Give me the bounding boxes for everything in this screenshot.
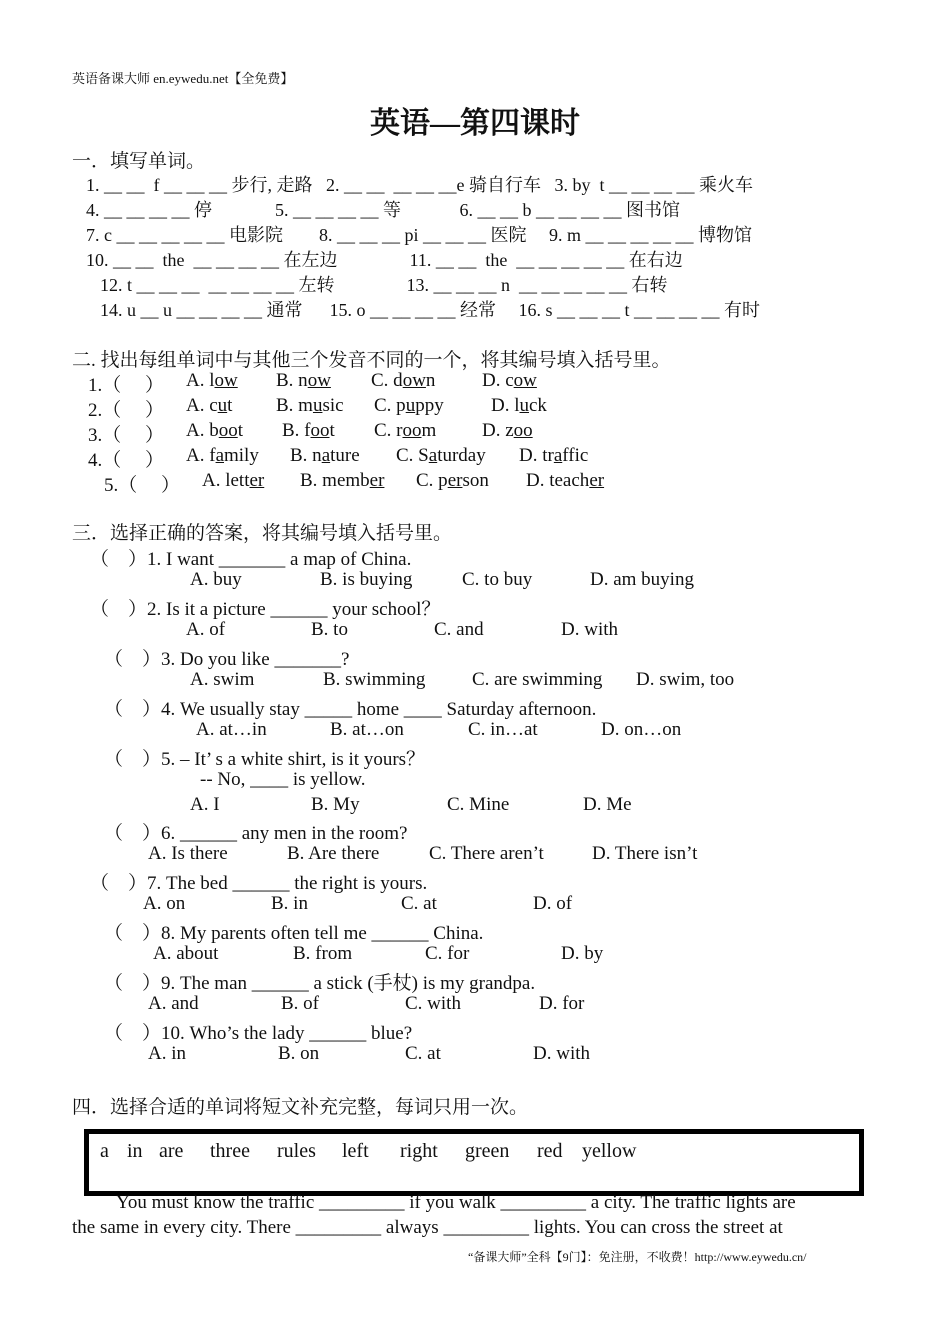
answer-option: D. by xyxy=(561,943,604,964)
answer-option: A. about xyxy=(153,943,219,964)
s2-option-text: ffic xyxy=(562,445,589,466)
s2-option-underlined: oo xyxy=(310,420,330,441)
s2-option-text: D. z xyxy=(482,420,514,441)
s2-option xyxy=(482,420,533,442)
s2-option-text: C. r xyxy=(374,420,403,441)
s2-item-num: 1.（ ） xyxy=(88,375,165,396)
question-text: （ ）1. I want _______ a map of China. xyxy=(90,549,412,570)
s2-option xyxy=(202,470,264,492)
s2-option-underlined: a xyxy=(553,445,563,466)
s2-option-underlined: er xyxy=(447,470,463,491)
s2-option xyxy=(186,445,259,467)
s2-option xyxy=(396,445,486,467)
s2-option xyxy=(300,470,384,492)
word-bank-item: three xyxy=(210,1140,250,1162)
word-bank-item: rules xyxy=(277,1140,316,1162)
s2-option-text: A. c xyxy=(186,395,218,416)
answer-option: B. on xyxy=(278,1043,320,1064)
question-text: （ ）4. We usually stay _____ home ____ Saturday afternoon. xyxy=(104,699,597,720)
question-text: （ ）6. ______ any men in the room? xyxy=(104,823,408,844)
answer-option: A. at…in xyxy=(196,719,267,740)
answer-option: B. swimming xyxy=(323,669,426,690)
s2-option-text: A. l xyxy=(186,370,215,391)
answer-option: B. of xyxy=(281,993,319,1014)
question-text: （ ）5. – It’ s a white shirt, is it yours？ xyxy=(104,749,426,770)
section3-heading: 三．选择正确的答案，将其编号填入括号里。 xyxy=(72,523,453,544)
answer-option: D. Me xyxy=(583,794,632,815)
s2-option-text: m xyxy=(421,420,437,441)
question-text: （ ）10. Who’s the lady ______ blue? xyxy=(104,1023,413,1044)
s2-option xyxy=(276,395,344,417)
s2-option-underlined: er xyxy=(369,470,385,491)
s2-option-text: ture xyxy=(330,445,360,466)
s2-option-underlined: er xyxy=(589,470,605,491)
word-bank-item: a xyxy=(100,1140,109,1162)
s2-option-text: D. l xyxy=(491,395,520,416)
answer-option: B. at…on xyxy=(330,719,404,740)
s2-option-underlined: ow xyxy=(513,370,537,391)
answer-option: B. My xyxy=(311,794,360,815)
answer-option: D. on…on xyxy=(601,719,682,740)
answer-option: C. to buy xyxy=(462,569,533,590)
s1-line-3: 7. c __ __ __ __ __ 电影院 8. __ __ __ pi __ __ __ 医院 9. m __ __ __ __ __ 博物馆 xyxy=(86,225,752,245)
word-bank-item: red xyxy=(537,1140,563,1162)
s2-option-underlined: u xyxy=(217,395,228,416)
word-bank-item: left xyxy=(342,1140,369,1162)
passage-line-1: You must know the traffic _________ if you walk _________ a city. The traffic lights are xyxy=(116,1192,796,1213)
s2-option xyxy=(519,445,588,467)
s2-item-num: 5.（ ） xyxy=(104,475,181,496)
answer-option: C. at xyxy=(401,893,437,914)
s2-option-underlined: oo xyxy=(513,420,533,441)
answer-option: C. and xyxy=(434,619,484,640)
section2-heading: 二. 找出每组单词中与其他三个发音不同的一个，将其编号填入括号里。 xyxy=(72,350,671,371)
answer-option: A. Is there xyxy=(148,843,228,864)
answer-option: B. to xyxy=(311,619,348,640)
s2-item-num: 3.（ ） xyxy=(88,425,165,446)
s2-option xyxy=(290,445,360,467)
answer-option: C. Mine xyxy=(447,794,510,815)
s2-option-underlined: ow xyxy=(307,370,331,391)
s2-option xyxy=(491,395,547,417)
answer-option: B. Are there xyxy=(287,843,380,864)
section4-heading: 四．选择合适的单词将短文补充完整，每词只用一次。 xyxy=(72,1097,529,1118)
word-bank-item: yellow xyxy=(582,1140,637,1162)
word-bank-item: in xyxy=(127,1140,143,1162)
s2-option xyxy=(186,395,232,417)
answer-option: D. There isn’t xyxy=(592,843,698,864)
s1-line-6: 14. u __ u __ __ __ __ 通常 15. o __ __ __ __ 经常 16. s __ __ __ t __ __ __ __ 有时 xyxy=(100,300,761,320)
site-header: 英语备课大师 en.eywedu.net【全免费】 xyxy=(72,71,294,86)
s2-option xyxy=(282,420,335,442)
s1-line-5: 12. t __ __ __ __ __ __ __ 左转 13. __ __ __ n __ __ __ __ __ 右转 xyxy=(100,275,668,295)
s2-option-text: D. tr xyxy=(519,445,554,466)
s2-option-underlined: er xyxy=(249,470,265,491)
s2-option-underlined: oo xyxy=(218,420,238,441)
s2-option-text: ck xyxy=(529,395,547,416)
s2-option-text: D. teach xyxy=(526,470,590,491)
s2-option-underlined: ow xyxy=(214,370,238,391)
s2-option-underlined: u xyxy=(405,395,416,416)
s2-option-text: t xyxy=(227,395,233,416)
s2-option-text: B. m xyxy=(276,395,313,416)
answer-option: C. at xyxy=(405,1043,441,1064)
s2-option-underlined: u xyxy=(312,395,323,416)
question-text-2: -- No, ____ is yellow. xyxy=(200,769,366,790)
answer-option: C. in…at xyxy=(468,719,538,740)
s2-option xyxy=(482,370,537,392)
s2-option xyxy=(276,370,331,392)
question-text: （ ）8. My parents often tell me ______ China. xyxy=(104,923,484,944)
section1-heading: 一．填写单词。 xyxy=(72,151,206,172)
s2-option-text: sic xyxy=(322,395,344,416)
question-text: （ ）9. The man ______ a stick (手杖) is my grandpa. xyxy=(104,973,536,994)
s2-option xyxy=(526,470,604,492)
answer-option: D. swim, too xyxy=(636,669,735,690)
s2-option xyxy=(371,370,435,392)
answer-option: D. with xyxy=(561,619,618,640)
s2-option xyxy=(416,470,489,492)
question-text: （ ）2. Is it a picture ______ your school？ xyxy=(90,599,441,620)
s2-option-underlined: u xyxy=(519,395,529,416)
word-bank-item: right xyxy=(400,1140,438,1162)
s2-item-num: 2.（ ） xyxy=(88,400,165,421)
answer-option: A. in xyxy=(148,1043,186,1064)
word-bank-item: are xyxy=(159,1140,184,1162)
answer-option: A. buy xyxy=(190,569,242,590)
page-title: 英语—第四课时 xyxy=(370,107,580,140)
answer-option: A. swim xyxy=(190,669,255,690)
s2-option-text: turday xyxy=(437,445,486,466)
s2-option-text: n xyxy=(425,370,436,391)
s2-option-underlined: oo xyxy=(402,420,422,441)
s1-line-2: 4. __ __ __ __ 停 5. __ __ __ __ 等 6. __ __ b __ __ __ __ 图书馆 xyxy=(86,200,680,220)
answer-option: D. with xyxy=(533,1043,590,1064)
s2-option xyxy=(374,420,436,442)
answer-option: A. of xyxy=(186,619,226,640)
word-bank-item: green xyxy=(465,1140,510,1162)
s2-option-text: B. f xyxy=(282,420,311,441)
passage-line-2: the same in every city. There _________ always _________ lights. You can cross the street at xyxy=(72,1217,783,1238)
answer-option: A. and xyxy=(148,993,199,1014)
answer-option: A. I xyxy=(190,794,220,815)
s2-option-underlined: a xyxy=(215,445,224,466)
answer-option: B. in xyxy=(271,893,308,914)
s2-option-text: ppy xyxy=(415,395,444,416)
s2-option-text: C. p xyxy=(416,470,448,491)
s2-option-text: t xyxy=(237,420,244,441)
answer-option: D. am buying xyxy=(590,569,694,590)
s2-option-text: C. S xyxy=(396,445,429,466)
s2-option-text: D. c xyxy=(482,370,514,391)
answer-option: C. with xyxy=(405,993,461,1014)
s2-option-text: C. d xyxy=(371,370,403,391)
answer-option: B. from xyxy=(293,943,353,964)
s2-option-underlined: ow xyxy=(402,370,426,391)
s2-option-text: A. lett xyxy=(202,470,250,491)
s2-option-text: t xyxy=(329,420,335,441)
answer-option: D. of xyxy=(533,893,573,914)
s2-option-text: mily xyxy=(224,445,259,466)
question-text: （ ）3. Do you like _______? xyxy=(104,649,350,670)
s2-option-text: B. n xyxy=(290,445,322,466)
s2-item-num: 4.（ ） xyxy=(88,450,165,471)
s2-option-underlined: a xyxy=(321,445,331,466)
s1-line-4: 10. __ __ the __ __ __ __ 在左边 11. __ __ the __ __ __ __ __ 在右边 xyxy=(86,250,683,270)
s1-line-1: 1. __ __ f __ __ __ 步行, 走路 2. __ __ __ __ __e 骑自行车 3. by t __ __ __ __ 乘火车 xyxy=(86,175,753,195)
s2-option-text: C. p xyxy=(374,395,406,416)
s2-option xyxy=(186,420,243,442)
answer-option: A. on xyxy=(143,893,186,914)
page-footer: “备课大师”全科【9门】：免注册，不收费！http://www.eywedu.cn/ xyxy=(468,1250,807,1264)
answer-option: C. There aren’t xyxy=(429,843,544,864)
s2-option-text: son xyxy=(462,470,489,491)
s2-option-text: A. f xyxy=(186,445,216,466)
s2-option xyxy=(374,395,444,417)
answer-option: C. are swimming xyxy=(472,669,603,690)
s2-option-underlined: a xyxy=(428,445,438,466)
answer-option: D. for xyxy=(539,993,585,1014)
s2-option-text: A. b xyxy=(186,420,219,441)
answer-option: B. is buying xyxy=(320,569,413,590)
s2-option xyxy=(186,370,238,392)
question-text: （ ）7. The bed ______ the right is yours. xyxy=(90,873,428,894)
answer-option: C. for xyxy=(425,943,470,964)
s2-option-text: B. n xyxy=(276,370,308,391)
s2-option-text: B. memb xyxy=(300,470,370,491)
